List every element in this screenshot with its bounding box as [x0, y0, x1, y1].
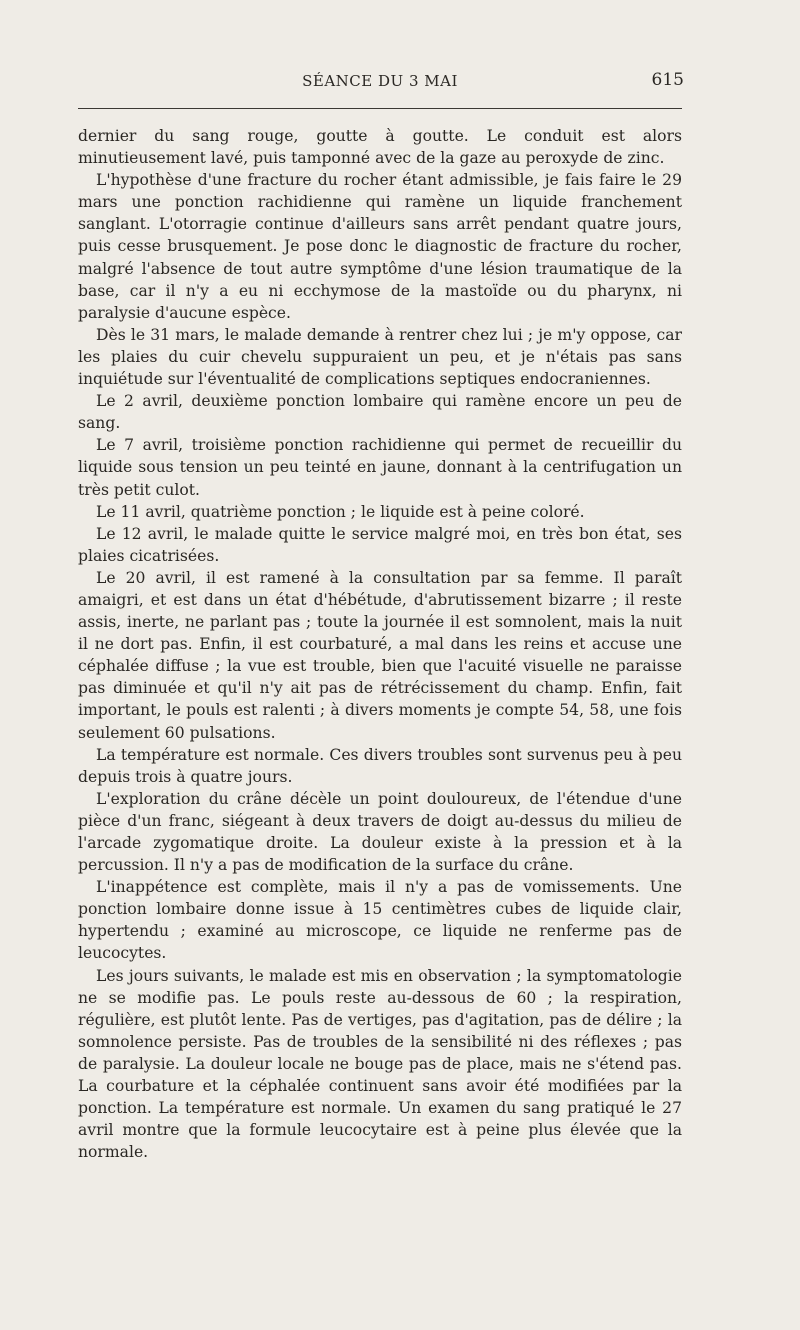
- page-header: [78, 70, 682, 100]
- paragraph: dernier du sang rouge, goutte à goutte. Le conduit est alors minutieusement lavé, puis tamponné avec de la gaze au peroxyde de zinc.: [78, 127, 682, 168]
- header-rule: [78, 108, 682, 109]
- paragraph: Dès le 31 mars, le malade demande à rentrer chez lui ; je m'y oppose, car les plaies du cuir chevelu suppuraient un peu, et je n'étais pas sans inquiétude sur l'éventualité de complications septiques endocraniennes.: [78, 325, 682, 389]
- paragraph: Le 11 avril, quatrième ponction ; le liquide est à peine coloré.: [96, 502, 585, 521]
- paragraph: L'exploration du crâne décèle un point douloureux, de l'étendue d'une pièce d'un franc, siégeant à deux travers de doigt au-dessus du milieu de l'arcade zygomatique droite. La douleur existe à la pression et à la percussion. Il n'y a pas de modification de la surface du crâne.: [78, 789, 682, 875]
- paragraph: Le 20 avril, il est ramené à la consultation par sa femme. Il paraît amaigri, et est dans un état d'hébétude, d'abrutissement bizarre ; il reste assis, inerte, ne parlant pas ; toute la journée il est somnolent, mais la nuit il ne dort pas. Enfin, il est courbaturé, a mal dans les reins et accuse une céphalée diffuse ; la vue est trouble, bien que l'acuité visuelle ne paraisse pas diminuée et qu'il n'y ait pas de rétrécissement du champ. Enfin, fait important, le pouls est ralenti ; à divers moments je compte 54, 58, une fois seulement 60 pulsations.: [78, 568, 682, 742]
- paragraph: Le 12 avril, le malade quitte le service malgré moi, en très bon état, ses plaies cicatrisées.: [78, 524, 682, 565]
- paragraph: Le 2 avril, deuxième ponction lombaire qui ramène encore un peu de sang.: [78, 392, 682, 433]
- paragraph: La température est normale. Ces divers troubles sont survenus peu à peu depuis trois à quatre jours.: [78, 745, 682, 786]
- body-text: [78, 125, 682, 1163]
- paragraph: L'inappétence est complète, mais il n'y a pas de vomissements. Une ponction lombaire donne issue à 15 centimètres cubes de liquide clair, hypertendu ; examiné au microscope, ce liquide ne renferme pas de leucocytes.: [78, 878, 682, 963]
- paragraph: L'hypothèse d'une fracture du rocher étant admissible, je fais faire le 29 mars une ponction rachidienne qui ramène un liquide franchement sanglant. L'otorragie continue d'ailleurs sans arrêt pendant quatre jours, puis cesse brusquement. Je pose donc le diagnostic de fracture du rocher, malgré l'absence de tout autre symptôme d'une lésion traumatique de la base, car il n'y a eu ni ecchymose de la mastoïde ou du pharynx, ni paralysie d'aucune espèce.: [78, 171, 682, 322]
- running-title: SÉANCE DU 3 MAI: [302, 72, 458, 90]
- page-number: 615: [651, 70, 684, 90]
- paragraph: Les jours suivants, le malade est mis en observation ; la symptomatologie ne se modifie pas. Le pouls reste au-dessous de 60 ; la respiration, régulière, est plutôt lente. Pas de vertiges, pas d'agitation, pas de délire ; la somnolence persiste. Pas de troubles de la sensibilité ni des réflexes ; pas de paralysie. La douleur locale ne bouge pas de place, mais ne s'étend pas. La courbature et la céphalée continuent sans avoir été modifiées par la ponction. La température est normale. Un examen du sang pratiqué le 27 avril montre que la formule leucocytaire est à peine plus élevée que la normale.: [78, 966, 682, 1162]
- paragraph: Le 7 avril, troisième ponction rachidienne qui permet de recueillir du liquide sous tension un peu teinté en jaune, donnant à la centrifugation un très petit culot.: [78, 436, 682, 499]
